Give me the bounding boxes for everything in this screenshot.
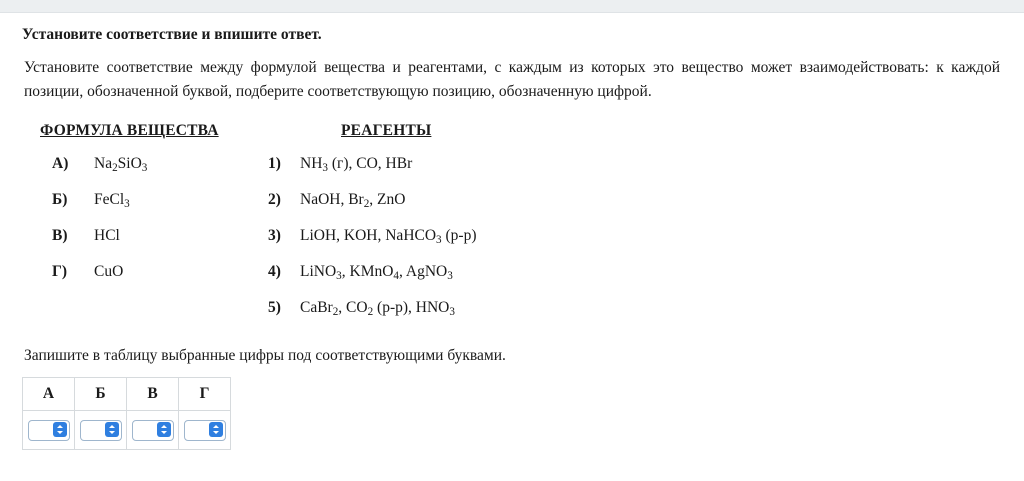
substance-formula: $Na_2SiO_3$ — [94, 155, 148, 175]
answer-cell-b — [75, 411, 127, 450]
answer-cell-a — [23, 411, 75, 450]
substance-mark: Г) — [52, 263, 68, 281]
reagent-formula: CaBr$_2$, $CO_2$ (р-р), $HNO_3$ — [300, 299, 455, 319]
list-item — [40, 155, 300, 191]
reagent-mark: 3) — [268, 227, 281, 245]
answer-cell-g — [179, 411, 231, 450]
substance-formula: HCl — [94, 227, 120, 245]
substances-list — [40, 155, 300, 299]
answer-note: Запишите в таблицу выбранные цифры под соответствующими буквами. — [24, 347, 506, 365]
left-column-header: ФОРМУЛА ВЕЩЕСТВА — [40, 122, 219, 140]
answer-table — [22, 377, 231, 450]
list-item — [40, 191, 300, 227]
task-instruction: Установите соответствие между формулой вещества и реагентами, с каждым из которых это вещество может взаимодействовать: к каждой позиции, обозначенной буквой, подберите соответствующую позицию, обозначенную цифрой. — [24, 59, 1000, 101]
reagent-mark: 5) — [268, 299, 281, 317]
stepper-arrows-icon — [53, 422, 67, 437]
answer-select-v[interactable] — [132, 420, 174, 441]
answer-cell-v — [127, 411, 179, 450]
table-header-row — [23, 378, 231, 411]
answer-select-b[interactable] — [80, 420, 122, 441]
substance-mark: А) — [52, 155, 69, 173]
answer-select-a[interactable] — [28, 420, 70, 441]
substance-formula: CuO — [94, 263, 124, 281]
reagent-formula: $NH_3$ (г), CO, HBr — [300, 155, 413, 175]
list-item — [268, 299, 788, 335]
answer-select-g[interactable] — [184, 420, 226, 441]
stepper-arrows-icon — [209, 422, 223, 437]
right-column-header: РЕАГЕНТЫ — [341, 122, 432, 140]
answer-column-header: Г — [179, 378, 231, 411]
list-item — [268, 263, 788, 299]
reagent-formula: LiOH, KOH, NaHCO$_3$ (р-р) — [300, 227, 477, 247]
answer-column-header: А — [23, 378, 75, 411]
task-page — [0, 12, 1024, 403]
table-row — [23, 411, 231, 450]
reagent-formula: LiNO$_3$, KMnO$_4$, AgNO$_3$ — [300, 263, 453, 283]
list-item — [268, 191, 788, 227]
list-item — [268, 155, 788, 191]
list-item — [40, 263, 300, 299]
list-item — [40, 227, 300, 263]
reagents-list — [268, 155, 788, 335]
substance-mark: В) — [52, 227, 68, 245]
substance-formula: FeCl$_3$ — [94, 191, 130, 211]
stepper-arrows-icon — [105, 422, 119, 437]
reagent-mark: 1) — [268, 155, 281, 173]
reagent-formula: NaOH, $Br_2$, ZnO — [300, 191, 406, 211]
reagent-mark: 4) — [268, 263, 281, 281]
page-title: Установите соответствие и впишите ответ. — [22, 26, 322, 43]
reagent-mark: 2) — [268, 191, 281, 209]
stepper-arrows-icon — [157, 422, 171, 437]
answer-column-header: В — [127, 378, 179, 411]
substance-mark: Б) — [52, 191, 68, 209]
list-item — [268, 227, 788, 263]
answer-column-header: Б — [75, 378, 127, 411]
